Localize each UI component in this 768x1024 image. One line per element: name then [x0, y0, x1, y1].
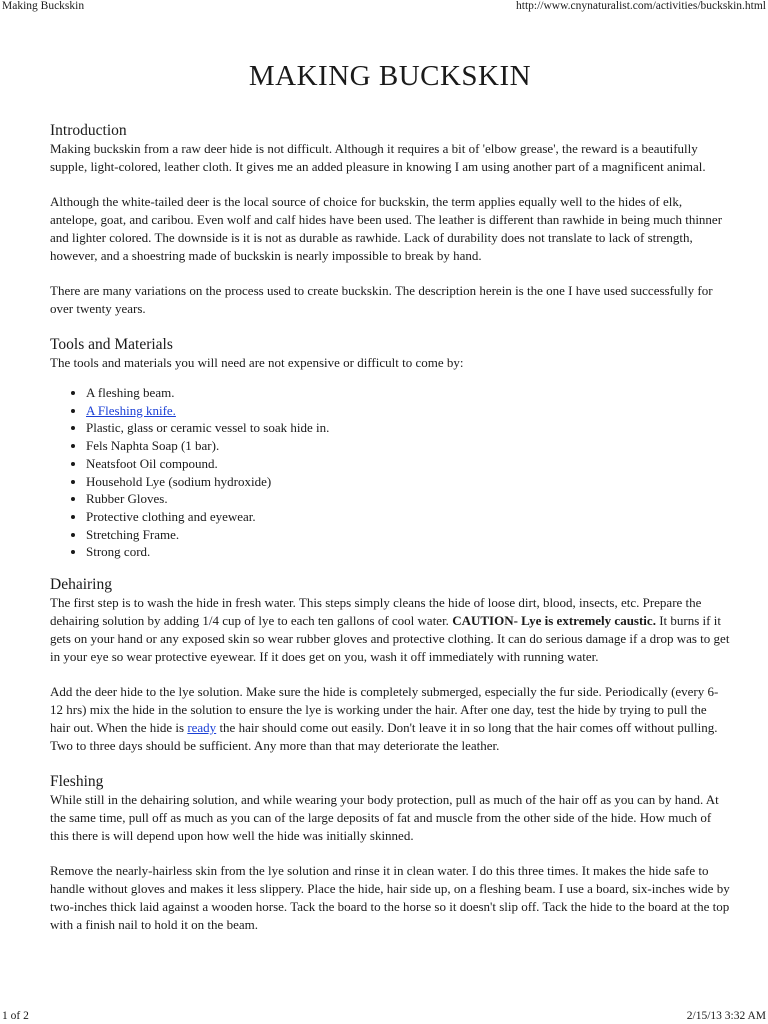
heading-dehairing: Dehairing: [50, 576, 112, 594]
page-title: MAKING BUCKSKIN: [248, 60, 532, 92]
list-item: • Neatsfoot Oil compound.: [86, 455, 730, 473]
list-item: [86, 402, 730, 420]
intro-paragraph-3: There are many variations on the process used to create buckskin. The description herein is the one I have used successfully for over twenty years.: [50, 283, 713, 316]
header-url: http://www.cnynaturalist.com/activities/buckskin.html: [516, 0, 766, 12]
fleshing-paragraph-2: Remove the nearly-hairless skin from the lye solution and rinse it in clean water. I do this three times. It makes the hide safe to handle without gloves and makes it less slippery. Place the hide, hair side up, on a fleshing beam. I use a board, six-inches wide by two-inches thick laid against a wooden horse. Tack the board to the horse so it doesn't slip off. Tack the hide to the board at the top with a finish nail to hold it on the beam.: [50, 863, 730, 933]
print-timestamp: 2/15/13 3:32 AM: [686, 1010, 766, 1022]
caution-text: CAUTION- Lye is extremely caustic.: [452, 613, 656, 629]
section-fleshing: [50, 772, 730, 934]
section-dehairing: [50, 575, 730, 755]
print-footer: [0, 1008, 768, 1024]
list-item: • Plastic, glass or ceramic vessel to soak hide in.: [86, 419, 730, 437]
page-number: 1 of 2: [2, 1010, 29, 1022]
list-item: • Household Lye (sodium hydroxide): [86, 473, 730, 491]
dehairing-paragraph-2: [50, 683, 730, 755]
header-page-title: Making Buckskin: [2, 0, 85, 12]
article: [50, 60, 730, 951]
dehairing-text: It burns if it gets on your hand or any exposed skin so wear rubber gloves and protective clothing. It can do serious damage if a drop was to get in your eye so wear protective eyewear. If it does get on you, wash it off immediately with running water.: [50, 613, 730, 665]
print-header: [0, 0, 768, 14]
fleshing-knife-link[interactable]: A Fleshing knife.: [86, 402, 176, 418]
list-item: • Strong cord.: [86, 543, 730, 561]
fleshing-paragraph-1: While still in the dehairing solution, and while wearing your body protection, pull as much of the hair off as you can by hand. At the same time, pull off as much as you can of the large deposits of fat and muscle from the other side of the hide. How much of this there is will depend upon how well the hide was initially skinned.: [50, 792, 719, 844]
intro-paragraph-2: Although the white-tailed deer is the local source of choice for buckskin, the term applies equally well to the hides of elk, antelope, goat, and caribou. Even wolf and calf hides have been used. The leather is different than rawhide in being much thinner and lighter colored. The downside is it is not as durable as rawhide. Lack of durability does not translate to lack of strength, however, and a shoestring made of buckskin is nearly impossible to break by hand.: [50, 194, 723, 263]
list-item: • Protective clothing and eyewear.: [86, 508, 730, 526]
heading-introduction: Introduction: [50, 122, 127, 139]
dehairing-text: Add the deer hide to the lye solution. Make sure the hide is completely submerged, especially the fur side. Periodically (every 6-12 hrs) mix the hide in the solution to ensure the lye is working under the hair. After one day, test the hide by trying to pull the hair out. When the hide is: [50, 684, 719, 736]
tools-intro: The tools and materials you will need are not expensive or difficult to come by:: [50, 355, 464, 370]
dehairing-text: The first step is to wash the hide in fresh water. This steps simply cleans the hide of loose dirt, blood, insects, etc. Prepare the dehairing solution by adding 1/4 cup of lye to each ten gallons of cool water.: [50, 595, 702, 629]
list-item: • Rubber Gloves.: [86, 490, 730, 508]
heading-fleshing: Fleshing: [50, 773, 104, 791]
heading-tools: Tools and Materials: [50, 336, 173, 353]
section-introduction: [50, 121, 730, 318]
list-item: • Fels Naphta Soap (1 bar).: [86, 437, 730, 455]
dehairing-text: the hair should come out easily. Don't leave it in so long that the hair comes off without pulling. Two to three days should be sufficient. Any more than that may deteriorate the leather.: [50, 720, 718, 754]
list-item: • Stretching Frame.: [86, 526, 730, 544]
tools-list: [50, 384, 730, 561]
dehairing-paragraph-1: [50, 594, 730, 666]
ready-link[interactable]: ready: [187, 720, 217, 736]
intro-paragraph-1: Making buckskin from a raw deer hide is not difficult. Although it requires a bit of 'elbow grease', the reward is a beautifully supple, light-colored, leather cloth. It gives me an added pleasure in knowing I am using another part of a magnificent animal.: [50, 141, 706, 174]
list-item: • A fleshing beam.: [86, 384, 730, 402]
section-tools: [50, 335, 730, 561]
